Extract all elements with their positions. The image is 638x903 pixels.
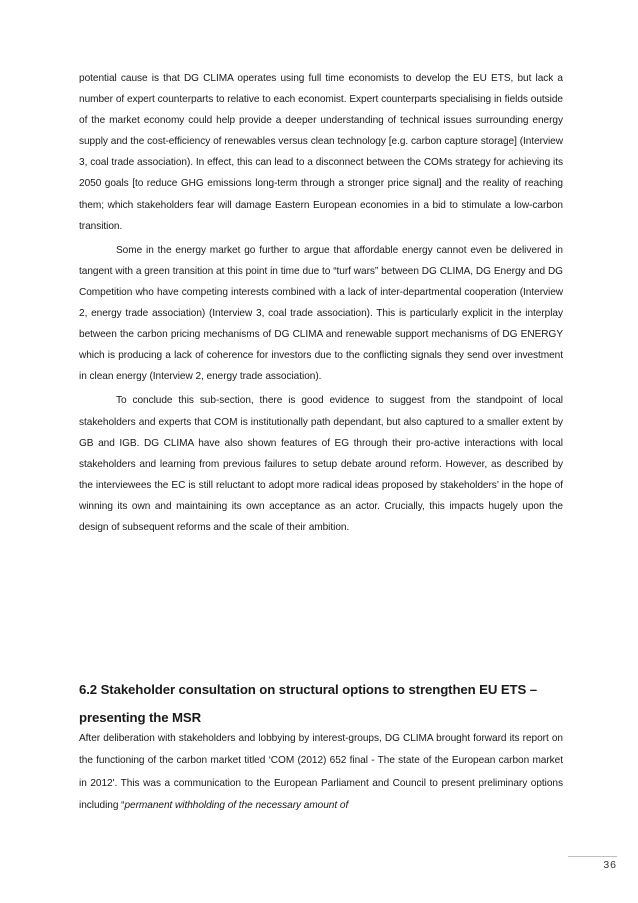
- section-body: [79, 728, 563, 818]
- paragraph-conclusion: To conclude this sub-section, there is good evidence to suggest from the standpoint of local stakeholders and experts that COM is institutionally path dependant, but also captured to a smaller extent by GB and IGB. DG CLIMA have also shown features of EG through their pro-active interactions with local stakeholders and learning from previous failures to setup debate around reform. However, as described by the interviewees the EC is still reluctant to adopt more radical ideas proposed by stakeholders’ in the hope of winning its own and maintaining its own acceptance as an actor. Crucially, this impacts hugely upon the design of subsequent reforms and the scale of their ambition.: [79, 395, 563, 533]
- paragraph-turf-wars: Some in the energy market go further to argue that affordable energy cannot even be delivered in tangent with a green transition at this point in time due to “turf wars” between DG CLIMA, DG Energy and DG Competition who have competing interests combined with a lack of inter-departmental cooperation (Interview 2, energy trade association) (Interview 3, coal trade association). This is particularly explicit in the interplay between the carbon pricing mechanisms of DG CLIMA and renewable support mechanisms of DG ENERGY which is producing a lack of coherence for investors due to the conflicting signals they send over investment in clean energy (Interview 2, energy trade association).: [79, 244, 563, 383]
- msr-intro-emphasis: permanent withholding of the necessary amount of: [124, 800, 349, 812]
- section-heading: 6.2 Stakeholder consultation on structural options to strengthen EU ETS – presenting the MSR: [79, 682, 537, 725]
- page-number: 36: [603, 859, 617, 871]
- paragraph-msr-intro: [79, 728, 563, 818]
- paragraph-continuation: potential cause is that DG CLIMA operates using full time economists to develop the EU ETS, but lack a number of expert counterparts to relative to each economist. Expert counterparts specialising in fields outside of the market economy could help provide a deeper understanding of technical issues surrounding energy supply and the cost-efficiency of renewables versus clean technology [e.g. carbon capture storage] (Interview 3, coal trade association). In effect, this can lead to a disconnect between the COMs strategy for achieving its 2050 goals [to reduce GHG emissions long-term through a stronger price signal] and the reality of reaching them; which stakeholders fear will damage Eastern European economies in a bid to stimulate a low-carbon transition.: [79, 73, 563, 232]
- footer-divider: [568, 856, 617, 857]
- msr-intro-text: After deliberation with stakeholders and lobbying by interest-groups, DG CLIMA brought forward its report on the functioning of the carbon market titled ‘COM (2012) 652 final - The state of the European carbon market in 2012'. This was a communication to the European Parliament and Council to present preliminary options including “: [79, 733, 563, 812]
- body-text: [79, 68, 563, 541]
